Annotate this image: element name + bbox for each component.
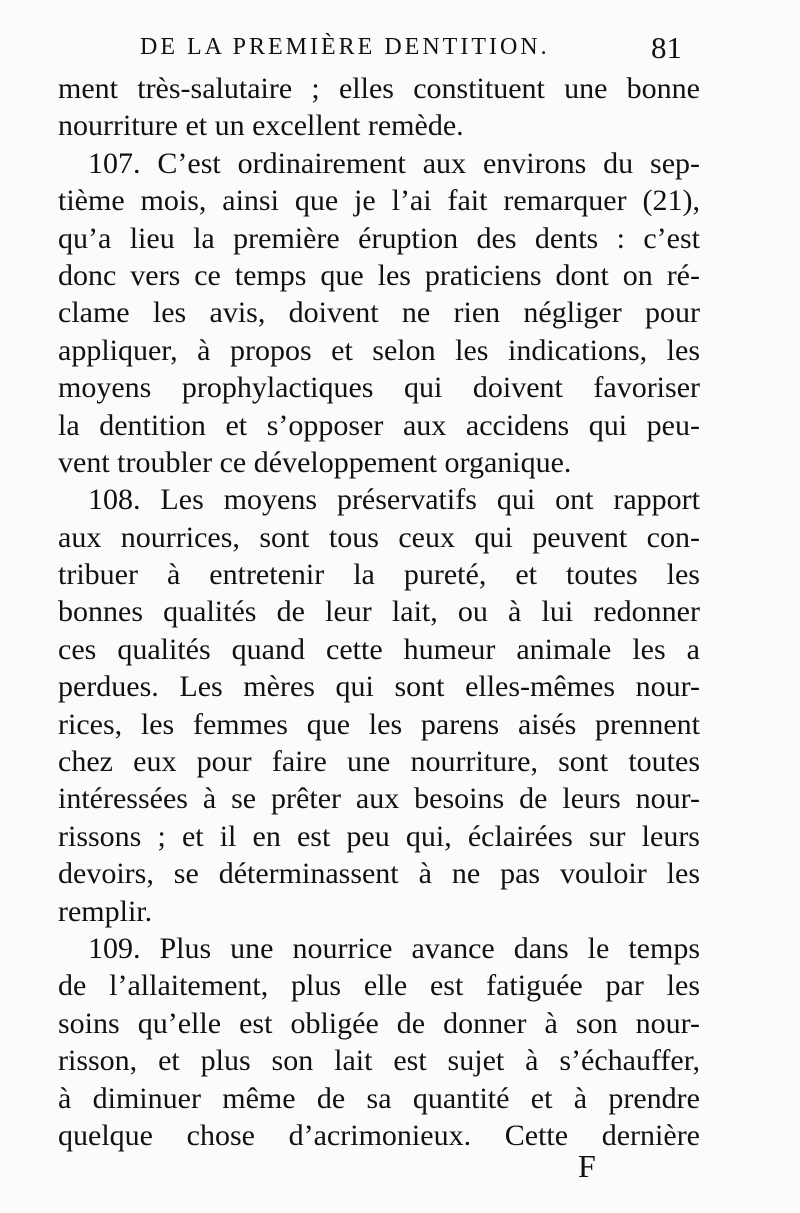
text-line-9: moyens prophylactiques qui doivent favoriser [58,371,700,405]
running-head [140,30,690,70]
text-line-4: tième mois, ainsi que je l’ai fait remarquer (21), [58,184,700,218]
page-number: 81 [651,30,682,65]
paragraph-109-start: 109. Plus une nourrice avance dans le temps [88,931,700,965]
paragraph-107-start: 107. C’est ordinairement aux environs du sep- [88,146,700,180]
running-title: DE LA PREMIÈRE DENTITION. [140,34,550,60]
text-line-6: donc vers ce temps que les praticiens dont on ré- [58,258,700,292]
text-line-22: devoirs, se déterminassent à ne pas vouloir les [58,857,700,891]
text-line-15: bonnes qualités de leur lait, ou à lui redonner [58,595,700,629]
text-line-27: risson, et plus son lait est sujet à s’échauffer, [58,1044,700,1078]
text-line-20: intéressées à se prêter aux besoins de leurs nour- [58,782,700,816]
text-line-7: clame les avis, doivent ne rien négliger pour [58,296,700,330]
text-line-2: nourriture et un excellent remède. [58,109,464,143]
text-line-11: vent troubler ce développement organique. [58,445,572,479]
text-line-5: qu’a lieu la première éruption des dents : c’est [58,221,700,255]
text-line-25: de l’allaitement, plus elle est fatiguée par les [58,969,700,1003]
text-line-16: ces qualités quand cette humeur animale les a [58,632,700,666]
text-line-17: perdues. Les mères qui sont elles-mêmes nour- [58,670,700,704]
text-line-19: chez eux pour faire une nourriture, sont toutes [58,745,700,779]
paragraph-108-start: 108. Les moyens préservatifs qui ont rapport [88,483,700,517]
text-line-1: ment très-salutaire ; elles constituent une bonne [58,72,700,105]
text-line-8: appliquer, à propos et selon les indications, les [58,333,700,367]
text-line-28: à diminuer même de sa quantité et à prendre [58,1081,700,1115]
text-line-23: remplir. [58,894,153,928]
text-line-26: soins qu’elle est obligée de donner à son nour- [58,1006,700,1040]
text-line-29: quelque chose d’acrimonieux. Cette dernière [58,1118,700,1152]
text-line-13: aux nourrices, sont tous ceux qui peuvent con- [58,520,700,554]
text-line-21: rissons ; et il en est peu qui, éclairées sur leurs [58,819,700,853]
signature-mark: F [578,1148,596,1184]
text-line-10: la dentition et s’opposer aux accidens qui peu- [58,408,700,442]
text-line-18: rices, les femmes que les parens aisés prennent [58,707,700,741]
body-text [58,70,700,1154]
text-line-14: tribuer à entretenir la pureté, et toutes les [58,558,700,592]
